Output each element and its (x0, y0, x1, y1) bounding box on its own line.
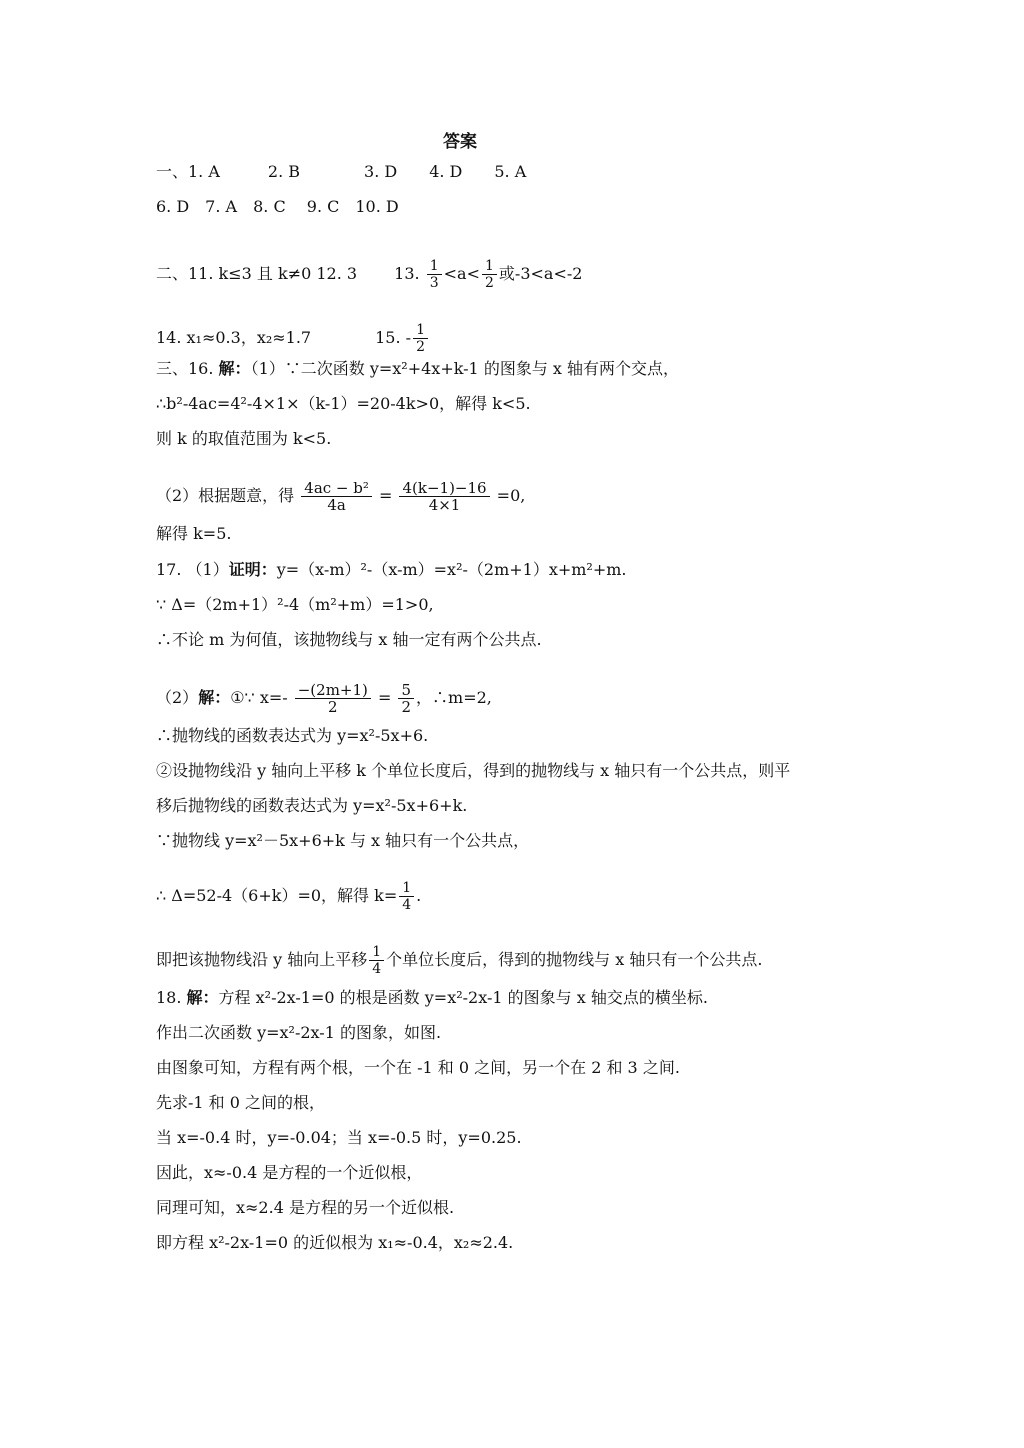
q16-part2-end: =0, (491, 486, 526, 505)
q18-line-6: 因此，x≈-0.4 是方程的一个近似根， (156, 1163, 423, 1182)
answers-row-2: 6. D 7. A 8. C 9. C 10. D (156, 197, 399, 216)
equals-sign-2: = (372, 688, 397, 707)
solution-label: 解： (218, 359, 251, 378)
q16-text: （1）∵二次函数 y=x²+4x+k-1 的图象与 x 轴有两个交点， (250, 359, 680, 378)
fraction-16a: $\frac{\text{4ac − b²}}{4a}$ (301, 480, 372, 513)
fraction-15: $\frac{1}{2}$ (413, 322, 428, 355)
q17-line-6: ②设抛物线沿 y 轴向上平移 k 个单位长度后，得到的抛物线与 x 轴只有一个公共点，则平 (156, 761, 791, 780)
q17-line-1 (156, 560, 627, 580)
q18-line-4: 先求-1 和 0 之间的根， (156, 1093, 326, 1112)
q18-line-8: 即方程 x²-2x-1=0 的近似根为 x₁≈-0.4，x₂≈2.4. (156, 1233, 514, 1252)
solution-label-2: 解： (198, 688, 231, 707)
answer-11-13 (156, 258, 582, 291)
fraction-17a: $\frac{-(2m+1)}{2}$ (295, 682, 371, 715)
solution-label-3: 解： (186, 988, 219, 1007)
q17-line-9 (156, 880, 421, 913)
q14-15-text: 14. x₁≈0.3，x₂≈1.7 15. - (156, 328, 412, 347)
q17-line-4 (156, 682, 492, 715)
q17-line-7: 移后抛物线的函数表达式为 y=x²-5x+6+k. (156, 796, 468, 815)
fraction-16b: $\frac{4(k-1)-16}{4\times 1}$ (399, 480, 489, 513)
q17-line-5: ∴抛物线的函数表达式为 y=x²-5x+6. (156, 726, 429, 745)
q17-label: 17. （1） (156, 560, 229, 579)
q18-line-7: 同理可知，x≈2.4 是方程的另一个近似根. (156, 1198, 455, 1217)
fraction-13a: $\frac{1}{3}$ (427, 258, 442, 291)
q17-line-2: ∵ Δ=（2m+1）²-4（m²+m）=1>0, (156, 595, 434, 614)
q17-conclusion-end: 个单位长度后，得到的抛物线与 x 轴只有一个公共点. (386, 950, 763, 969)
q16-line-1 (156, 359, 679, 379)
q11-label: 二、11. (156, 264, 219, 283)
q17-line-8: ∵抛物线 y=x²－5x+6+k 与 x 轴只有一个公共点， (156, 831, 530, 850)
q18-line-1 (156, 988, 708, 1008)
q13-mid: <a< (443, 264, 480, 283)
q17-delta-end: . (416, 886, 422, 905)
q17-part2-label: （2） (156, 688, 199, 707)
q17-delta-text: ∴ Δ=52-4（6+k）=0，解得 k= (156, 886, 398, 905)
fraction-17d: $\frac{1}{4}$ (369, 944, 384, 977)
q13-end: 或-3<a<-2 (498, 264, 583, 283)
q11-12-text: k≤3 且 k≠0 12. 3 13. (218, 264, 425, 283)
q16-line-4 (156, 480, 525, 513)
q17-part2-end: ，∴m=2, (416, 688, 492, 707)
q18-text: 方程 x²-2x-1=0 的根是函数 y=x²-2x-1 的图象与 x 轴交点的横坐标. (218, 988, 708, 1007)
q17-text: y=（x-m）²-（x-m）=x²-（2m+1）x+m²+m. (276, 560, 627, 579)
q16-part2-text: （2）根据题意，得 (156, 486, 300, 505)
page-title: 答案 (443, 132, 477, 152)
fraction-13b: $\frac{1}{2}$ (482, 258, 497, 291)
equals-sign: = (373, 486, 398, 505)
q16-line-5: 解得 k=5. (156, 524, 232, 543)
answer-14-15 (156, 322, 430, 355)
fraction-17b: $\frac{5}{2}$ (398, 682, 414, 715)
q18-label: 18. (156, 988, 187, 1007)
q17-line-10 (156, 944, 762, 977)
q18-line-3: 由图象可知，方程有两个根，一个在 -1 和 0 之间，另一个在 2 和 3 之间. (156, 1058, 680, 1077)
fraction-17c: $\frac{1}{4}$ (399, 880, 414, 913)
q18-line-5: 当 x=-0.4 时，y=-0.04；当 x=-0.5 时，y=0.25. (156, 1128, 522, 1147)
q17-part2-text: ①∵ x=- (230, 688, 293, 707)
q17-line-3: ∴不论 m 为何值，该抛物线与 x 轴一定有两个公共点. (156, 630, 542, 649)
q16-line-2: ∴b²-4ac=4²-4×1×（k-1）=20-4k>0，解得 k<5. (156, 394, 531, 413)
q17-conclusion-text: 即把该抛物线沿 y 轴向上平移 (156, 950, 368, 969)
q16-label: 三、16. (156, 359, 219, 378)
q16-line-3: 则 k 的取值范围为 k<5. (156, 429, 332, 448)
proof-label: 证明： (228, 560, 277, 579)
q18-line-2: 作出二次函数 y=x²-2x-1 的图象，如图. (156, 1023, 442, 1042)
answers-row-1: 一、1. A 2. B 3. D 4. D 5. A (156, 162, 527, 181)
